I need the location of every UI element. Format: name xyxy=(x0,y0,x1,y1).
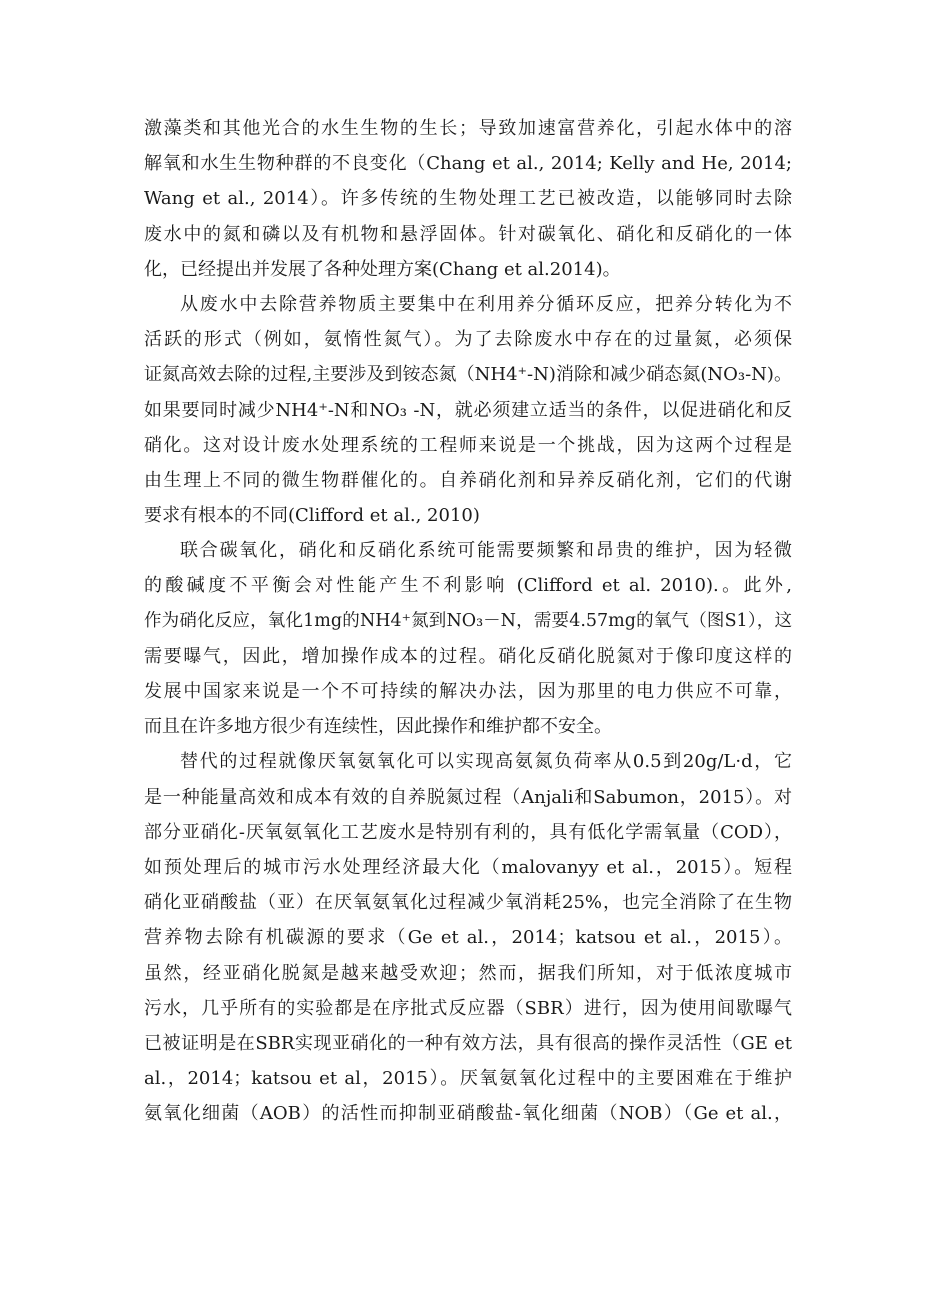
text-line: 的酸碱度不平衡会对性能产生不利影响 (Clifford et al. 2010).。此外, xyxy=(144,575,792,597)
text-line: 而且在许多地方很少有连续性，因此操作和维护都不安全。 xyxy=(144,716,612,738)
text-line: 发展中国家来说是一个不可持续的解决办法，因为那里的电力供应不可靠， xyxy=(144,681,792,702)
text-line: 激藻类和其他光合的水生生物的生长；导致加速富营养化，引起水体中的溶 xyxy=(144,118,792,139)
text-line: 氨氧化细菌（AOB）的活性而抑制亚硝酸盐-氧化细菌（NOB）（Ge et al.， xyxy=(144,1103,792,1125)
text-line: 如预处理后的城市污水处理经济最大化（malovanyy et al.，2015）。短程 xyxy=(144,856,792,878)
text-line: 活跃的形式（例如，氨惰性氮气）。为了去除废水中存在的过量氮，必须保 xyxy=(144,329,792,351)
text-line: 部分亚硝化-厌氧氨氧化工艺废水是特别有利的，具有低化学需氧量（COD）， xyxy=(144,821,792,843)
text-line: 如果要同时减少NH4⁺-N和NO₃ -N，就必须建立适当的条件，以促进硝化和反 xyxy=(144,399,792,421)
text-line: 需要曝气，因此，增加操作成本的过程。硝化反硝化脱氮对于像印度这样的 xyxy=(144,645,792,667)
paragraph-first-line: 从废水中去除营养物质主要集中在利用养分循环反应，把养分转化为不 xyxy=(180,293,792,315)
text-line: Wang et al., 2014）。许多传统的生物处理工艺已被改造，以能够同时去除 xyxy=(144,188,792,210)
paragraph-first-line: 联合碳氧化，硝化和反硝化系统可能需要频繁和昂贵的维护，因为轻微 xyxy=(180,540,792,562)
text-line: al.，2014；katsou et al，2015）。厌氧氨氧化过程中的主要困难在于维护 xyxy=(144,1068,792,1090)
text-line: 证氮高效去除的过程,主要涉及到铵态氮（NH4⁺-N)消除和减少硝态氮(NO₃-N)。 xyxy=(144,364,792,386)
text-line: 硝化亚硝酸盐（亚）在厌氧氨氧化过程减少氧消耗25%，也完全消除了在生物 xyxy=(144,892,792,914)
text-line: 废水中的氮和磷以及有机物和悬浮固体。针对碳氧化、硝化和反硝化的一体 xyxy=(144,223,792,245)
text-line: 营养物去除有机碳源的要求（Ge et al.，2014；katsou et al.，2015）。 xyxy=(144,927,792,949)
text-line: 化，已经提出并发展了各种处理方案(Chang et al.2014)。 xyxy=(144,258,621,280)
paragraph-first-line: 替代的过程就像厌氧氨氧化可以实现高氨氮负荷率从0.5到20g/L·d，它 xyxy=(180,751,792,773)
text-line: 污水，几乎所有的实验都是在序批式反应器（SBR）进行，因为使用间歇曝气 xyxy=(144,997,792,1019)
text-line: 由生理上不同的微生物群催化的。自养硝化剂和异养反硝化剂，它们的代谢 xyxy=(144,469,792,491)
text-line: 硝化。这对设计废水处理系统的工程师来说是一个挑战，因为这两个过程是 xyxy=(144,434,792,456)
text-line: 虽然，经亚硝化脱氮是越来越受欢迎；然而，据我们所知，对于低浓度城市 xyxy=(144,962,792,984)
document-body xyxy=(144,111,792,1131)
text-line: 已被证明是在SBR实现亚硝化的一种有效方法，具有很高的操作灵活性（GE et xyxy=(144,1032,792,1054)
text-line: 要求有根本的不同(Clifford et al., 2010) xyxy=(144,505,480,527)
text-line: 解氧和水生生物种群的不良变化（Chang et al., 2014; Kelly and He, 2014; xyxy=(144,153,792,175)
text-line: 作为硝化反应，氧化1mg的NH4⁺氮到NO₃－N，需要4.57mg的氧气（图S1），这 xyxy=(144,610,792,631)
text-line: 是一种能量高效和成本有效的自养脱氮过程（Anjali和Sabumon，2015）。对 xyxy=(144,786,792,808)
